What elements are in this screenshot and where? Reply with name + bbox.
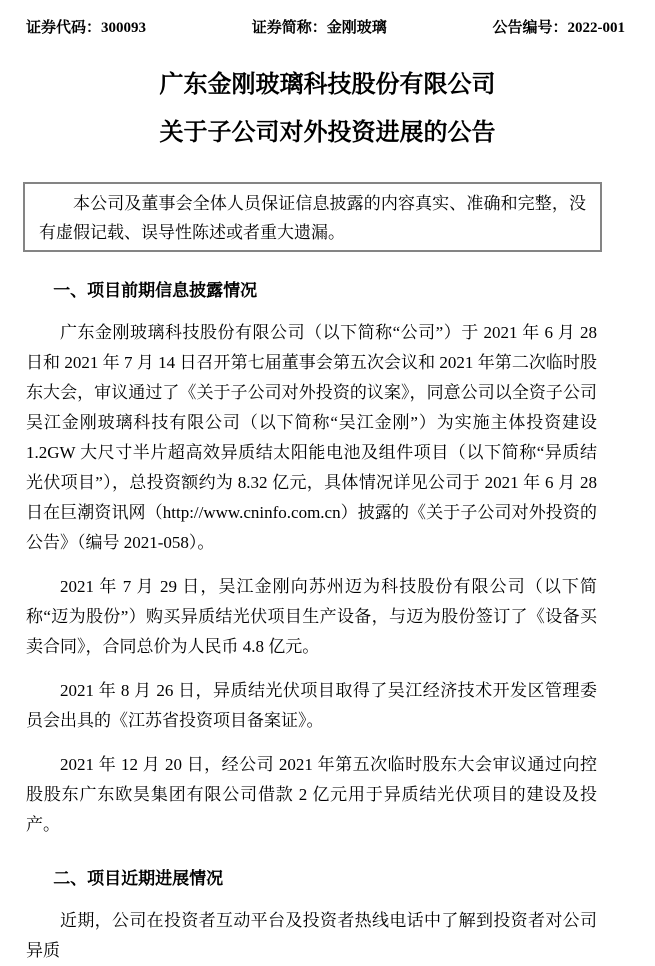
section-1-heading: 一、项目前期信息披露情况: [53, 281, 258, 300]
disclaimer-box: 本公司及董事会全体人员保证信息披露的内容真实、准确和完整，没有虚假记载、误导性陈述或者重大遗漏。: [23, 182, 602, 252]
paragraph: 2021 年 12 月 20 日，经公司 2021 年第五次临时股东大会审议通过向控股股东广东欧昊集团有限公司借款 2 亿元用于异质结光伏项目的建设及投产。: [26, 755, 597, 834]
doc-title-line1: 广东金刚玻璃科技股份有限公司: [159, 72, 496, 98]
paragraph: 近期，公司在投资者互动平台及投资者热线电话中了解到投资者对公司异质: [26, 911, 597, 960]
section-2-heading: 二、项目近期进展情况: [53, 869, 224, 888]
doc-header: [0, 0, 655, 37]
doc-body: [26, 182, 597, 966]
stock-abbr: 证券简称：金刚玻璃: [251, 20, 387, 36]
paragraph: 广东金刚玻璃科技股份有限公司（以下简称“公司”）于 2021 年 6 月 28 日和 2021 年 7 月 14 日召开第七届董事会第五次会议和 2021 年第二次临时股东大会，审议通过了《关于子公司对外投资的议案》，同意公司以全资子公司吴江金刚玻璃科技有限公司（以下简称“吴江金刚”）为实施主体投资建设 1.2GW 大尺寸半片超高效异质结太阳能电池及组件项目（以下简称“异质结光伏项目”），总投资额约为 8.32 亿元，具体情况详见公司于 2021 年 6 月 28 日在巨潮资讯网（http://www.cninfo.com.cn）披露的《关于子公司对外投资的公告》（编号 2021-058）。: [26, 323, 597, 552]
section-prior-disclosure: [26, 276, 597, 840]
paragraph: 2021 年 8 月 26 日，异质结光伏项目取得了吴江经济技术开发区管理委员会出具的《江苏省投资项目备案证》。: [26, 681, 597, 730]
announcement-number: 公告编号：2022-001: [492, 20, 625, 36]
paragraph: 2021 年 7 月 29 日，吴江金刚向苏州迈为科技股份有限公司（以下简称“迈为股份”）购买异质结光伏项目生产设备，与迈为股份签订了《设备买卖合同》，合同总价为人民币 4.8 亿元。: [26, 577, 597, 656]
doc-title-line2: 关于子公司对外投资进展的公告: [159, 120, 496, 146]
doc-title: [0, 61, 655, 157]
stock-code: 证券代码：300093: [26, 20, 147, 36]
section-recent-progress: [26, 864, 597, 966]
